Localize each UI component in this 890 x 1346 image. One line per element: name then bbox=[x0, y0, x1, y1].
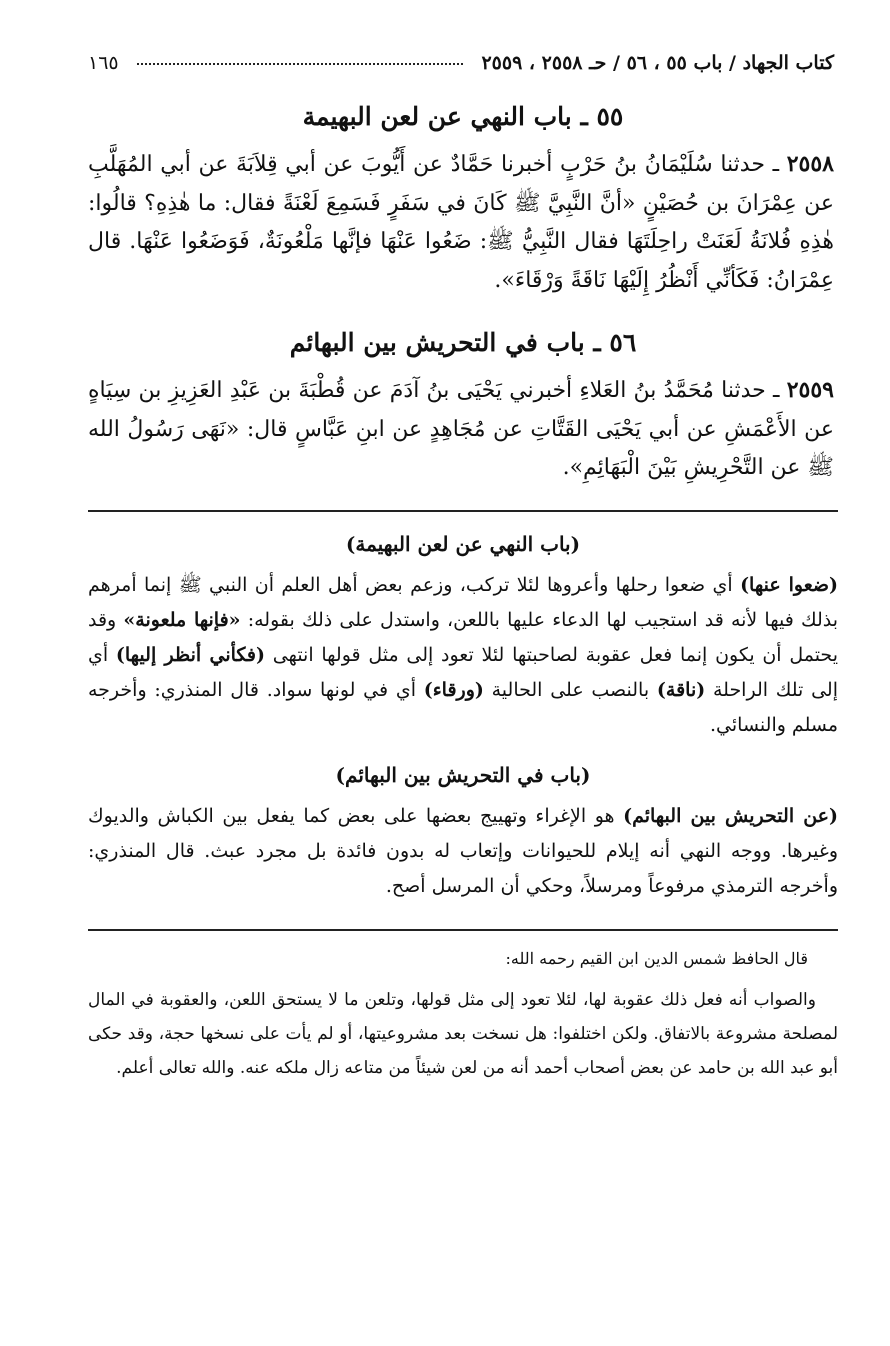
hadith-2558 bbox=[88, 145, 834, 300]
chapter-56-title: ٥٦ ـ باب في التحريش بين البهائم bbox=[289, 328, 637, 357]
lemma: «فإنها ملعونة» bbox=[123, 608, 241, 631]
lemma: (ناقة) bbox=[656, 678, 706, 701]
leader-dots bbox=[137, 63, 464, 65]
commentary-section-1 bbox=[88, 568, 838, 744]
running-title: كتاب الجهاد / باب ٥٥ ، ٥٦ / حـ ٢٥٥٨ ، ٢٥٥٩ bbox=[481, 52, 834, 74]
commentary-text: أي في لونها سواد. قال المنذري: وأخرجه مسلم والنسائي. bbox=[88, 678, 838, 737]
footnote-heading: قال الحافظ شمس الدين ابن القيم رحمه الله: bbox=[505, 948, 808, 968]
lemma: (فكأني أنظر إليها) bbox=[115, 643, 265, 666]
commentary-text: وقد يحتمل أن يكون إنما فعل عقوبة لصاحبتها لئلا تعود إلى مثل قولها انتهى bbox=[88, 608, 838, 666]
running-header bbox=[88, 52, 834, 74]
lemma: (ضعوا عنها) bbox=[740, 573, 839, 596]
commentary-text: أي إلى تلك الراحلة bbox=[88, 643, 838, 701]
commentary-text: أي ضعوا رحلها وأعروها لئلا تركب، وزعم بعض أهل العلم أن النبي ﷺ إنما أمرهم بذلك فيها لأنه قد استجيب لها الدعاء عليها باللعن، واستدل على ذلك بقوله: bbox=[88, 573, 839, 631]
footnote-text: والصواب أنه فعل ذلك عقوبة لها، لئلا تعود إلى مثل قولها، وتلعن ما لا يستحق اللعن، والعقوبة في المال لمصلحة مشروعة بالاتفاق. ولكن اختلفوا: هل نسخت بعد مشروعيتها، أو لم يأت على نسخها حجة، وقد حكى أبو عبد الله بن حامد عن بعض أصحاب أحمد أنه من لعن شيئاً من متاعه زال ملكه عنه. والله تعالى أعلم. bbox=[88, 990, 838, 1079]
lemma: (عن التحريش بين البهائم) bbox=[623, 805, 839, 828]
hadith-number: ٢٥٥٩ bbox=[786, 377, 834, 403]
hadith-number: ٢٥٥٨ bbox=[786, 151, 834, 177]
footnote-divider bbox=[88, 929, 838, 931]
commentary-text: بالنصب على الحالية bbox=[483, 678, 657, 701]
commentary-text: هو الإغراء وتهييج بعضها على بعض كما يفعل بين الكباش والديوك وغيرها. ووجه النهي أنه إيلام للحيوانات وإتعاب له بدون فائدة بل مجرد عبث. قال المنذري: وأخرجه الترمذي مرفوعاً ومرسلاً، وحكي أن المرسل أصح. bbox=[88, 805, 838, 898]
chapter-55-title: ٥٥ ـ باب النهي عن لعن البهيمة bbox=[302, 102, 624, 131]
commentary-section-2-title: (باب في التحريش بين البهائم) bbox=[335, 763, 591, 788]
page-number: ١٦٥ bbox=[88, 52, 119, 74]
hadith-2559 bbox=[88, 371, 834, 488]
commentary-section-2 bbox=[88, 799, 838, 904]
lemma: (ورقاء) bbox=[423, 678, 484, 701]
commentary-divider bbox=[88, 510, 838, 512]
commentary-section-1-title: (باب النهي عن لعن البهيمة) bbox=[345, 531, 581, 556]
hadith-text: ـ حدثنا مُحَمَّدُ بنُ العَلاءِ أخبرني يَحْيَى بنُ آدَمَ عن قُطْبَةَ بن عَبْدِ العَزِيزِ بن سِيَاهٍ عن الأَعْمَشِ عن أبي يَحْيَى القَتَّاتِ عن مُجَاهِدٍ عن ابنِ عَبَّاسٍ قال: «نَهَى رَسُولُ الله ﷺ عن التَّحْرِيشِ بَيْنَ الْبَهَائِمِ». bbox=[88, 378, 834, 480]
hadith-text: ـ حدثنا سُلَيْمَانُ بنُ حَرْبٍ أخبرنا حَمَّادٌ عن أَيُّوبَ عن أبي قِلاَبَةَ عن أبي المُهَلَّبِ عن عِمْرَانَ بن حُصَيْنٍ «أنَّ النَّبِيَّ ﷺ كَانَ في سَفَرٍ فَسَمِعَ لَعْنَةً فقال: ما هٰذِهِ؟ قالُوا: هٰذِهِ فُلانَةُ لَعَنَتْ راحِلَتَهَا فقال النَّبِيُّ ﷺ: ضَعُوا عَنْهَا فإنَّها مَلْعُونَةٌ، فَوَضَعُوا عَنْهَا. قال عِمْرَانُ: فَكَأنِّي أَنْظُرُ إِلَيْهَا نَاقَةً وَرْقَاءَ». bbox=[88, 152, 834, 293]
